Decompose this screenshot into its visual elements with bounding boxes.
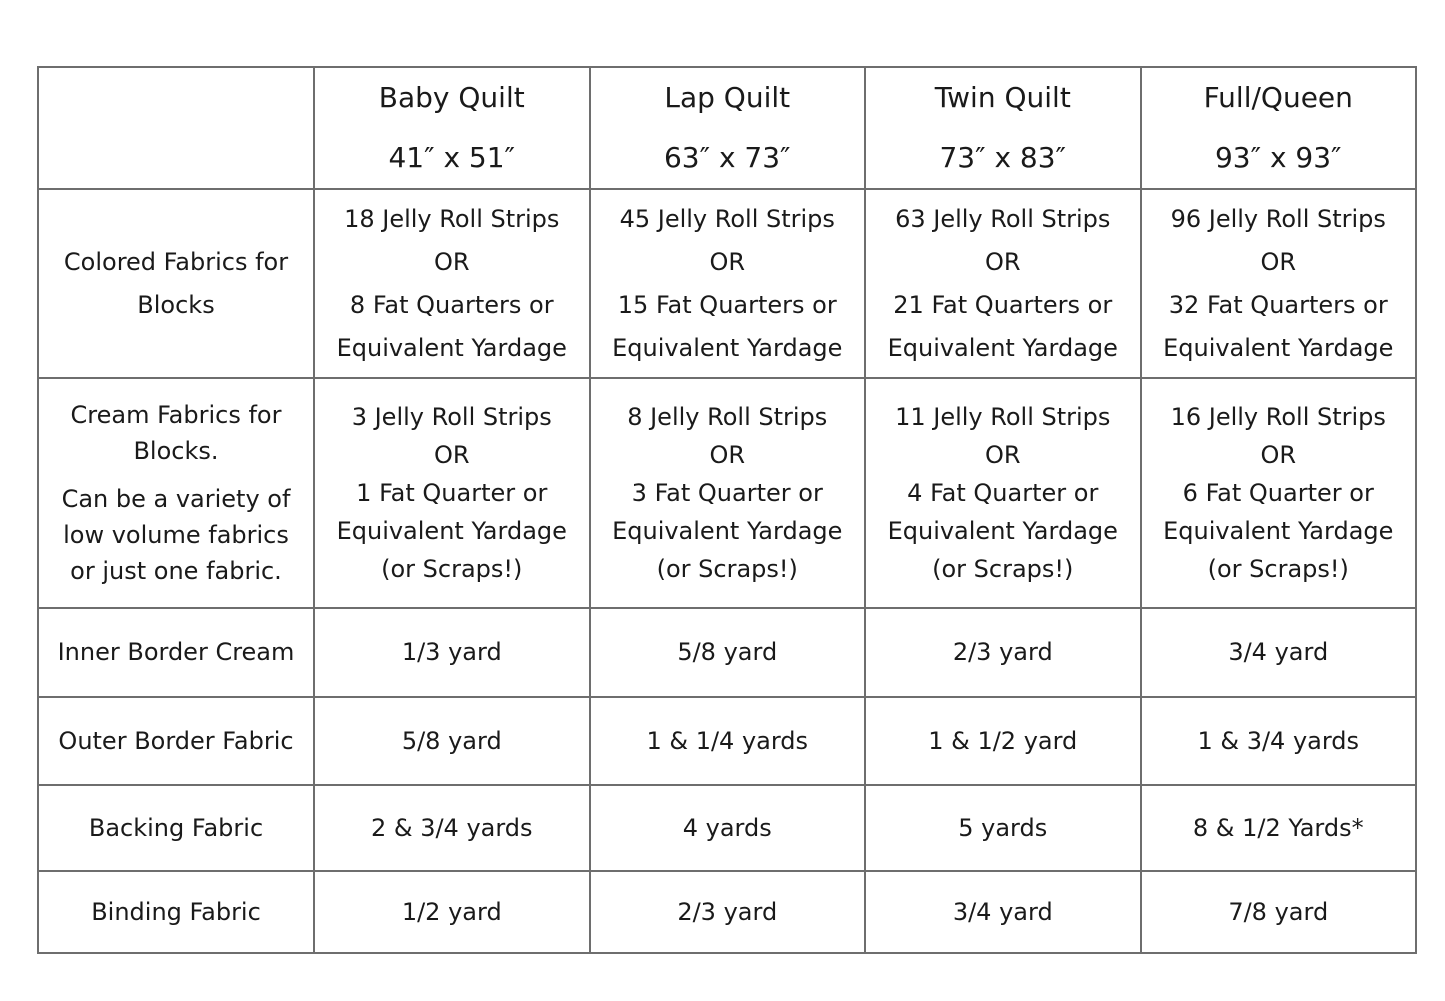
row-label	[38, 378, 314, 608]
cell-baby: 1/3 yard	[314, 608, 590, 697]
cell-lap: 5/8 yard	[590, 608, 866, 697]
cell-line: Equivalent Yardage	[612, 517, 843, 545]
cell-line: OR	[984, 247, 1021, 276]
cell-full-queen: 8 & 1/2 Yards*	[1141, 785, 1417, 871]
fabric-requirements-table	[37, 66, 1417, 954]
cell-baby	[314, 378, 590, 608]
cell-baby: 1/2 yard	[314, 871, 590, 953]
row-label: Backing Fabric	[38, 785, 314, 871]
cell-line: 11 Jelly Roll Strips	[895, 403, 1111, 431]
label-line: Blocks.	[133, 437, 219, 465]
cell-line: 18 Jelly Roll Strips	[344, 204, 560, 233]
cell-line: (or Scraps!)	[381, 555, 523, 583]
cell-line: 4 Fat Quarter or	[907, 479, 1099, 507]
cell-line: (or Scraps!)	[932, 555, 1074, 583]
quilt-size: 93″ x 93″	[1214, 141, 1342, 174]
label-line: or just one fabric.	[70, 557, 282, 585]
corner-cell	[38, 67, 314, 189]
header-lap-quilt	[590, 67, 866, 189]
cell-baby: 5/8 yard	[314, 697, 590, 785]
row-label: Outer Border Fabric	[38, 697, 314, 785]
label-line: Cream Fabrics for	[70, 401, 282, 429]
cell-line: 63 Jelly Roll Strips	[895, 204, 1111, 233]
cell-line: (or Scraps!)	[656, 555, 798, 583]
cell-twin: 2/3 yard	[865, 608, 1141, 697]
cell-lap	[590, 189, 866, 378]
cell-lap: 1 & 1/4 yards	[590, 697, 866, 785]
cell-full-queen: 3/4 yard	[1141, 608, 1417, 697]
row-label	[38, 189, 314, 378]
cell-line: Equivalent Yardage	[887, 333, 1118, 362]
cell-line: Equivalent Yardage	[336, 333, 567, 362]
quilt-size: 73″ x 83″	[939, 141, 1067, 174]
row-outer-border	[38, 697, 1416, 785]
label-line: Colored Fabrics for	[63, 247, 289, 276]
cell-full-queen	[1141, 378, 1417, 608]
row-label: Inner Border Cream	[38, 608, 314, 697]
row-label: Binding Fabric	[38, 871, 314, 953]
cell-full-queen	[1141, 189, 1417, 378]
cell-line: 21 Fat Quarters or	[893, 290, 1113, 319]
cell-lap: 4 yards	[590, 785, 866, 871]
cell-line: OR	[1260, 247, 1297, 276]
cell-line: Equivalent Yardage	[1163, 333, 1394, 362]
cell-line: 3 Jelly Roll Strips	[351, 403, 552, 431]
cell-twin: 1 & 1/2 yard	[865, 697, 1141, 785]
cell-line: 8 Jelly Roll Strips	[627, 403, 828, 431]
header-twin-quilt	[865, 67, 1141, 189]
cell-line: OR	[984, 441, 1021, 469]
cell-twin: 3/4 yard	[865, 871, 1141, 953]
cell-line: 96 Jelly Roll Strips	[1170, 204, 1386, 233]
label-line: Blocks	[137, 290, 215, 319]
cell-line: 6 Fat Quarter or	[1182, 479, 1374, 507]
cell-baby: 2 & 3/4 yards	[314, 785, 590, 871]
label-line: Can be a variety of	[61, 485, 291, 513]
row-binding-fabric	[38, 871, 1416, 953]
cell-line: OR	[433, 441, 470, 469]
cell-line: OR	[709, 441, 746, 469]
cell-line: Equivalent Yardage	[887, 517, 1118, 545]
cell-line: 16 Jelly Roll Strips	[1170, 403, 1386, 431]
cell-lap	[590, 378, 866, 608]
header-row	[38, 67, 1416, 189]
quilt-size: 41″ x 51″	[388, 141, 516, 174]
cell-lap: 2/3 yard	[590, 871, 866, 953]
cell-line: OR	[433, 247, 470, 276]
cell-twin	[865, 189, 1141, 378]
cell-line: 1 Fat Quarter or	[356, 479, 548, 507]
cell-line: OR	[1260, 441, 1297, 469]
header-full-queen	[1141, 67, 1417, 189]
cell-line: Equivalent Yardage	[336, 517, 567, 545]
cell-line: (or Scraps!)	[1207, 555, 1349, 583]
cell-twin: 5 yards	[865, 785, 1141, 871]
cell-twin	[865, 378, 1141, 608]
quilt-name: Twin Quilt	[934, 81, 1071, 114]
cell-line: 32 Fat Quarters or	[1168, 290, 1388, 319]
cell-line: 3 Fat Quarter or	[631, 479, 823, 507]
cell-line: Equivalent Yardage	[612, 333, 843, 362]
cell-line: 15 Fat Quarters or	[617, 290, 837, 319]
quilt-name: Full/Queen	[1203, 81, 1353, 114]
quilt-name: Baby Quilt	[378, 81, 525, 114]
cell-line: Equivalent Yardage	[1163, 517, 1394, 545]
cell-line: OR	[709, 247, 746, 276]
label-line: low volume fabrics	[63, 521, 289, 549]
quilt-size: 63″ x 73″	[663, 141, 791, 174]
quilt-name: Lap Quilt	[664, 81, 791, 114]
cell-full-queen: 7/8 yard	[1141, 871, 1417, 953]
row-inner-border	[38, 608, 1416, 697]
row-backing-fabric	[38, 785, 1416, 871]
header-baby-quilt	[314, 67, 590, 189]
row-colored-fabrics	[38, 189, 1416, 378]
cell-full-queen: 1 & 3/4 yards	[1141, 697, 1417, 785]
cell-baby	[314, 189, 590, 378]
row-cream-fabrics	[38, 378, 1416, 608]
cell-line: 45 Jelly Roll Strips	[619, 204, 835, 233]
cell-line: 8 Fat Quarters or	[349, 290, 554, 319]
